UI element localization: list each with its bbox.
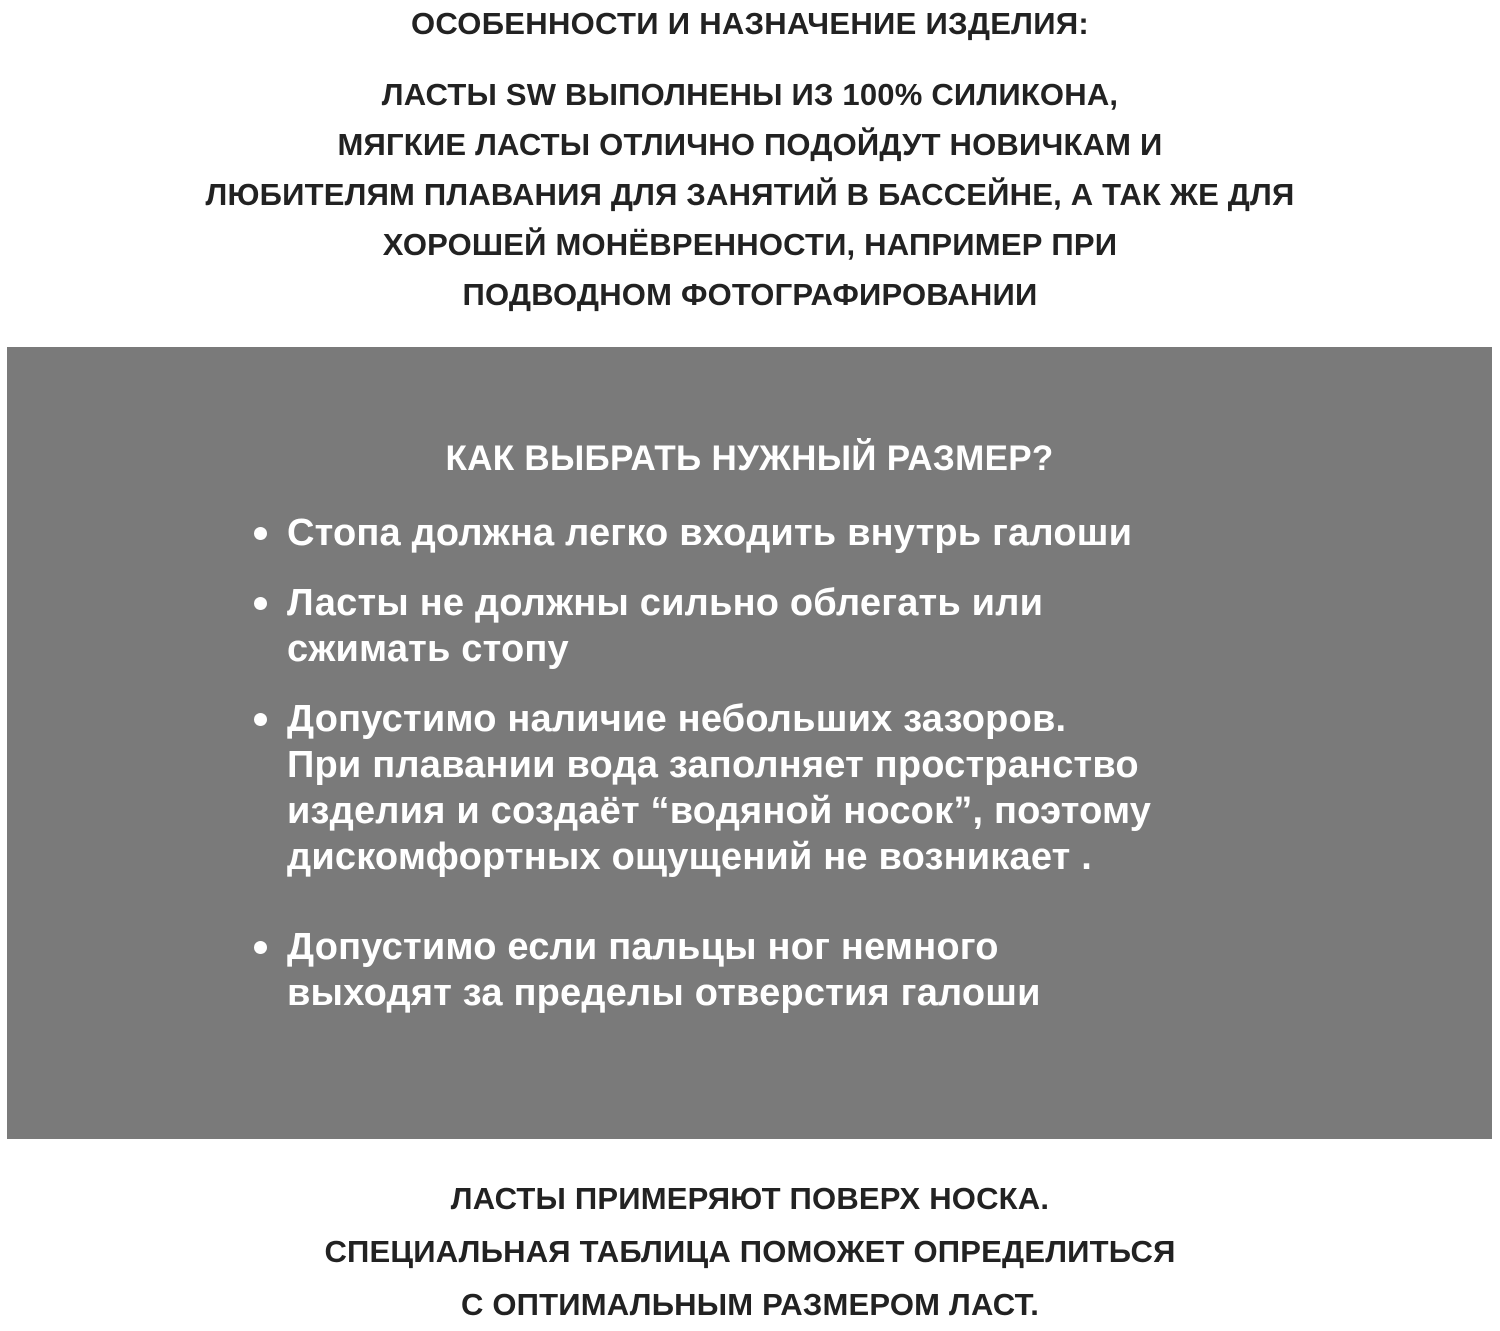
features-line: ЛЮБИТЕЛЯМ ПЛАВАНИЯ ДЛЯ ЗАНЯТИЙ В БАССЕЙНЕ, А ТАК ЖЕ ДЛЯ [205,177,1295,212]
size-guide-item-line: Допустимо наличие небольших зазоров. [287,698,1067,740]
bullet-dot-icon [254,713,267,726]
fitting-note-line: СПЕЦИАЛЬНАЯ ТАБЛИЦА ПОМОЖЕТ ОПРЕДЕЛИТЬСЯ [324,1234,1176,1269]
size-guide-item-line: дискомфортных ощущений не возникает . [287,836,1092,878]
size-guide-item-line: При плавании вода заполняет пространство [287,744,1139,786]
size-guide-item [250,510,1250,556]
bullet-dot-icon [254,597,267,610]
fitting-note-line: ЛАСТЫ ПРИМЕРЯЮТ ПОВЕРХ НОСКА. [450,1181,1050,1216]
size-guide-item-line: Стопа должна легко входить внутрь галоши [287,512,1133,554]
size-guide-item [250,696,1250,880]
bullet-dot-icon [254,941,267,954]
size-guide-panel [7,347,1492,1139]
features-line: ЛАСТЫ SW ВЫПОЛНЕНЫ ИЗ 100% СИЛИКОНА, [381,77,1119,112]
features-line: ХОРОШЕЙ МОНЁВРЕННОСТИ, НАПРИМЕР ПРИ [382,227,1118,262]
size-guide-item-line: сжимать стопу [287,628,569,670]
size-guide-item [250,580,1250,672]
size-guide-heading: КАК ВЫБРАТЬ НУЖНЫЙ РАЗМЕР? [445,439,1054,478]
features-title: ОСОБЕННОСТИ И НАЗНАЧЕНИЕ ИЗДЕЛИЯ: [410,6,1090,41]
features-line: ПОДВОДНОМ ФОТОГРАФИРОВАНИИ [462,277,1038,312]
features-section [0,0,1500,320]
size-guide-list [250,510,1250,1016]
size-guide-item-line: изделия и создаёт “водяной носок”, поэтому [287,790,1152,832]
fitting-note-section [0,1172,1500,1331]
size-guide-item-line: Ласты не должны сильно облегать или [287,582,1044,624]
size-guide-item [250,924,1250,1016]
features-description [0,70,1500,320]
features-line: МЯГКИЕ ЛАСТЫ ОТЛИЧНО ПОДОЙДУТ НОВИЧКАМ И [337,127,1163,162]
bullet-dot-icon [254,527,267,540]
size-guide-item-line: Допустимо если пальцы ног немного [287,926,999,968]
size-guide-item-line: выходят за пределы отверстия галоши [287,972,1041,1014]
fitting-note-line: С ОПТИМАЛЬНЫМ РАЗМЕРОМ ЛАСТ. [460,1287,1040,1322]
